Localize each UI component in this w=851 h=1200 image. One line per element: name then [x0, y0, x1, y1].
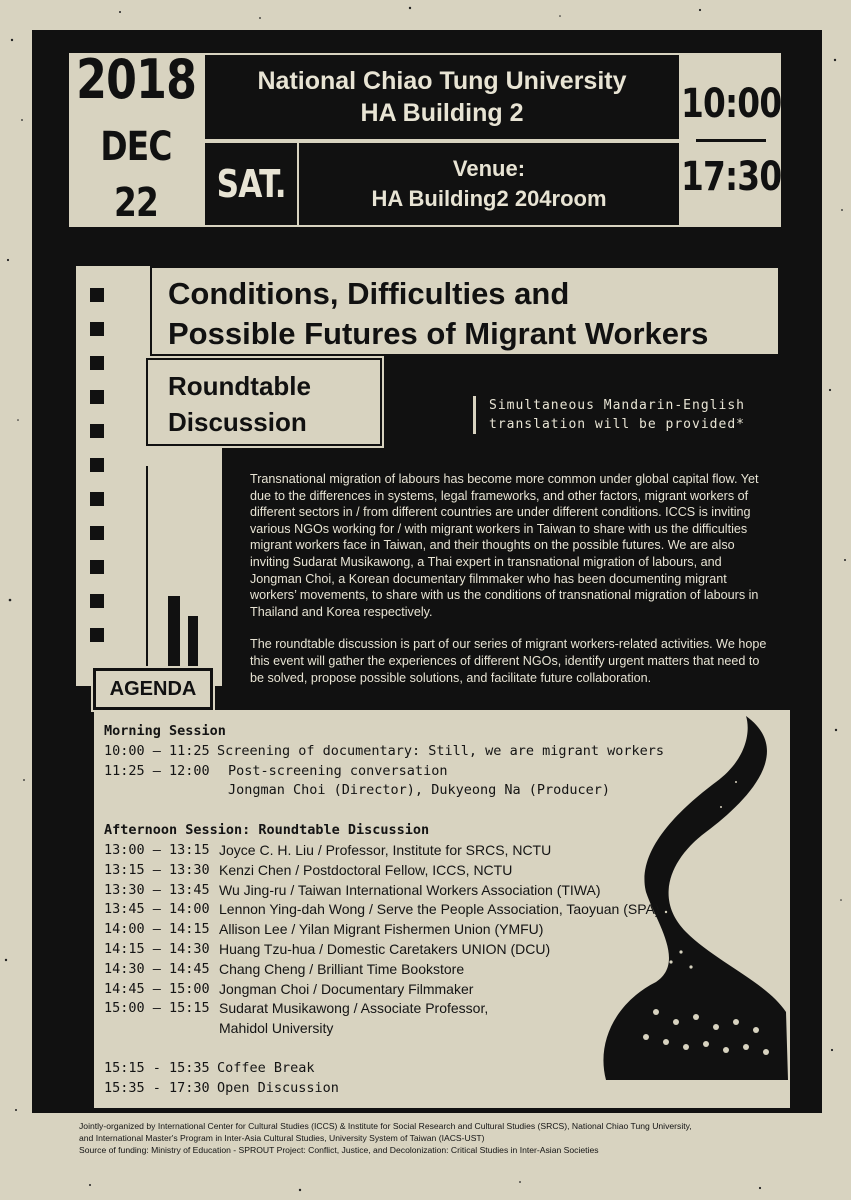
agenda-row [104, 861, 664, 881]
start-time: 10:00 [680, 80, 782, 127]
agenda-time: 13:30 – 13:45 [104, 881, 210, 898]
agenda-time: 15:15 - 15:35 [104, 1059, 210, 1076]
agenda-row [104, 1019, 664, 1039]
morning-session-title: Morning Session [104, 723, 226, 739]
weekday-block [203, 141, 299, 227]
agenda-time: 14:00 – 14:15 [104, 921, 210, 938]
date-block [69, 48, 203, 227]
afternoon-session-title: Afternoon Session: Roundtable Discussion [104, 822, 430, 839]
agenda-item: Jongman Choi / Documentary Filmmaker [219, 980, 474, 997]
agenda-time [104, 781, 228, 801]
agenda-row [104, 1059, 664, 1079]
agenda-item: Post-screening conversation [228, 762, 448, 779]
agenda-row [104, 781, 664, 801]
venue-label: Venue: [452, 156, 526, 181]
credits-footer [79, 1120, 799, 1156]
agenda-time: 13:00 – 13:15 [104, 841, 210, 858]
agenda-row [104, 940, 664, 960]
agenda-row [104, 841, 664, 861]
time-block [681, 53, 781, 227]
building-name: HA Building 2 [360, 99, 524, 127]
agenda-item: Open Discussion [217, 1079, 339, 1096]
title-line-2: Possible Futures of Migrant Workers [168, 316, 709, 351]
agenda-row [104, 881, 664, 901]
agenda-time: 15:00 – 15:15 [104, 1000, 210, 1017]
event-subtitle [146, 358, 382, 446]
agenda-item: Mahidol University [219, 1020, 334, 1037]
agenda-item: Jongman Choi (Director), Dukyeong Na (Producer) [228, 782, 611, 799]
agenda-item: Lennon Ying-dah Wong / Serve the People Association, Taoyuan (SPA) [219, 901, 660, 918]
description-paragraph-1: Transnational migration of labours has become more common under global capital flow. Yet due to the differences in systems, legal frameworks, and other factors, migrant workers of different sectors in / from different countries are under different conditions. ICCS is inviting various NGOs working for / with migrant workers in Taiwan to share with us the difficulties migrant workers face in Taiwan, and their thoughts on the possible futures. We are also inviting Sudarat Musikawong, a Thai expert in transnational migration of labours, and Jongman Choi, a Korean documentary filmmaker who has been documenting migrant workers’ movements, to share with us the conditions of transnational migration of labours in Thailand and Korea respectively. [250, 472, 759, 619]
agenda-item: Huang Tzu-hua / Domestic Caretakers UNION (DCU) [219, 940, 551, 957]
subtitle-line-1: Roundtable [168, 371, 311, 401]
agenda-item: Screening of documentary: Still, we are migrant workers [216, 742, 664, 759]
agenda-item: Allison Lee / Yilan Migrant Fishermen Union (YMFU) [219, 921, 544, 938]
agenda-time: 15:35 - 17:30 [104, 1079, 210, 1096]
agenda-row [104, 1079, 664, 1099]
subtitle-line-2: Discussion [168, 407, 307, 437]
university-name: National Chiao Tung University [257, 67, 627, 95]
agenda-row [104, 920, 664, 940]
translation-note [473, 396, 773, 434]
agenda-item: Coffee Break [217, 1059, 315, 1076]
agenda-item: Kenzi Chen / Postdoctoral Fellow, ICCS, NCTU [219, 861, 513, 878]
footer-line-2: and International Master's Program in Inter-Asia Cultural Studies, University System of Taiwan (IACS-UST) [79, 1133, 485, 1143]
year: 2018 [76, 48, 196, 111]
agenda-item: Sudarat Musikawong / Associate Professor, [219, 1000, 489, 1017]
agenda-time: 10:00 – 11:25 [104, 742, 210, 759]
event-description [250, 471, 770, 686]
footer-line-1: Jointly-organized by International Center for Cultural Studies (ICCS) & Institute for Social Research and Cultural Studies (SRCS), National Chiao Tung University, [79, 1121, 692, 1131]
agenda-time: 14:15 – 14:30 [104, 940, 210, 957]
description-paragraph-2: The roundtable discussion is part of our series of migrant workers-related activities. We hope this event will gather the experiences of different NGOs, identify urgent matters that need to be solved, propose possible solutions, and facilitate future collaboration. [250, 637, 767, 685]
agenda-row [104, 960, 664, 980]
title-line-1: Conditions, Difficulties and [168, 276, 570, 311]
weekday: SAT. [216, 162, 286, 206]
agenda-time: 13:15 – 13:30 [104, 861, 210, 878]
agenda-row [104, 999, 664, 1019]
agenda-row [104, 762, 664, 782]
translation-line-1: Simultaneous Mandarin-English [489, 398, 745, 413]
agenda-row [104, 742, 664, 762]
venue-name: HA Building2 204room [371, 186, 607, 211]
agenda-item: Chang Cheng / Brilliant Time Bookstore [219, 960, 465, 977]
end-time: 17:30 [680, 153, 782, 200]
agenda-time: 13:45 – 14:00 [104, 901, 210, 918]
agenda-time: 14:30 – 14:45 [104, 960, 210, 977]
agenda-list [104, 722, 664, 1099]
footer-line-3: Source of funding: Ministry of Education - SPROUT Project: Conflict, Justice, and Decolonization: Critical Studies in Inter-Asian Societies [79, 1145, 599, 1155]
time-divider [696, 139, 766, 142]
agenda-item: Joyce C. H. Liu / Professor, Institute for SRCS, NCTU [219, 841, 552, 858]
date: DEC 22 [100, 124, 172, 226]
agenda-item: Wu Jing-ru / Taiwan International Workers Association (TIWA) [219, 881, 601, 898]
agenda-time [104, 1019, 219, 1039]
agenda-row [104, 980, 664, 1000]
translation-line-2: translation will be provided* [489, 417, 745, 432]
event-title [150, 266, 780, 356]
agenda-label: AGENDA [93, 668, 213, 710]
venue-block [297, 141, 681, 227]
agenda-time: 14:45 – 15:00 [104, 980, 210, 997]
agenda-time: 11:25 – 12:00 [104, 762, 210, 779]
location-block [203, 53, 681, 141]
agenda-row [104, 900, 664, 920]
